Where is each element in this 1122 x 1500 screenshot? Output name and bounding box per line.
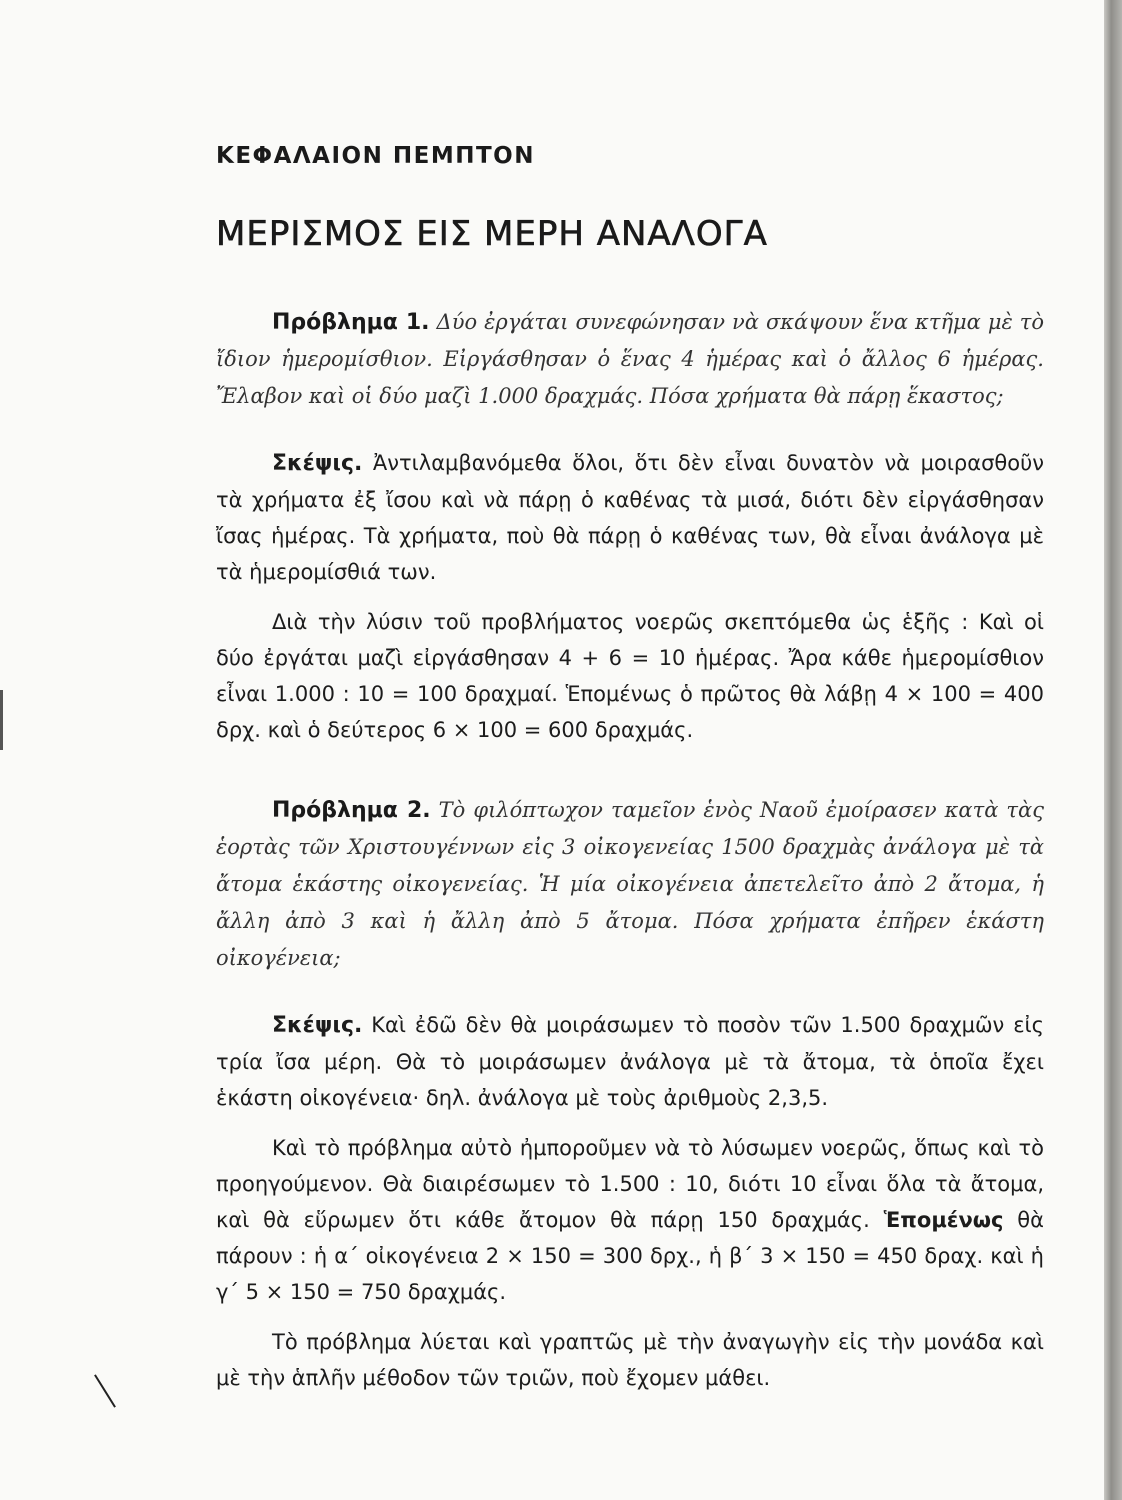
closing-paragraph: Τὸ πρόβλημα λύεται καὶ γραπτῶς μὲ τὴν ἀναγωγὴν εἰς τὴν μονάδα καὶ μὲ τὴν ἁπλῆν μέθοδον τῶν τριῶν, ποὺ ἔχομεν μάθει. <box>216 1330 1044 1390</box>
problem-2-text: Τὸ φιλόπτωχον ταμεῖον ἑνὸς Ναοῦ ἐμοίρασεν κατὰ τὰς ἑορτὰς τῶν Χριστουγέννων εἰς 3 οἰκογενείας 1500 δραχμὰς ἀνάλογα μὲ τὰ ἄτομα ἑκάστης οἰκογενείας. Ἡ μία οἰκογένεια ἀπετελεῖτο ἀπὸ 2 ἄτομα, ἡ ἄλλη ἀπὸ 3 καὶ ἡ ἄλλη ἀπὸ 5 ἄτομα. Πόσα χρήματα ἐπῆρεν ἑκάστη οἰκογένεια; <box>216 798 1044 970</box>
thought-1 <box>216 445 1044 590</box>
stray-pen-mark <box>94 1374 116 1407</box>
thought-2-text: Καὶ ἐδῶ δὲν θὰ μοιράσωμεν τὸ ποσὸν τῶν 1.500 δραχμῶν εἰς τρία ἴσα μέρη. Θὰ τὸ μοιράσωμεν ἀνάλογα μὲ τὰ ἄτομα, τὰ ὁποῖα ἔχει ἑκάστη οἰκογένεια· δηλ. ἀνάλογα μὲ τοὺς ἀριθμοὺς 2,3,5. <box>216 1013 1044 1110</box>
thought-1-text: Ἀντιλαμβανόμεθα ὅλοι, ὅτι δὲν εἶναι δυνατὸν νὰ μοιρασθοῦν τὰ χρήματα ἐξ ἴσου καὶ νὰ πάρῃ ὁ καθένας τὰ μισά, διότι δὲν εἰργάσθησαν ἴσας ἡμέρας. Τὰ χρήματα, ποὺ θὰ πάρῃ ὁ καθένας των, θὰ εἶναι ἀνάλογα μὲ τὰ ἡμερομίσθιά των. <box>216 451 1044 584</box>
problem-2-label: Πρόβλημα 2. <box>272 798 431 823</box>
chapter-title: ΜΕΡΙΣΜΟΣ ΕΙΣ ΜΕΡΗ ΑΝΑΛΟΓΑ <box>216 214 768 254</box>
thought-2-label: Σκέψις. <box>272 1013 363 1038</box>
thought-2 <box>216 1007 1044 1116</box>
thought-1-label: Σκέψις. <box>272 451 363 476</box>
problem-1 <box>216 304 1044 415</box>
scan-edge-mark <box>0 690 3 750</box>
solution-2-text: Καὶ τὸ πρόβλημα αὐτὸ ἠμποροῦμεν νὰ τὸ λύσωμεν νοερῶς, ὅπως καὶ τὸ προηγούμενον. Θὰ διαιρέσωμεν τὸ 1.500 : 10, διότι 10 εἶναι ὅλα τὰ ἄτομα, καὶ θὰ εὕρωμεν ὅτι κάθε ἄτομον θὰ πάρῃ 150 δραχμάς. <box>216 1136 1044 1232</box>
problem-1-label: Πρόβλημα 1. <box>272 310 430 335</box>
solution-2 <box>216 1130 1044 1310</box>
chapter-label: ΚΕΦΑΛΑΙΟΝ ΠΕΜΠΤΟΝ <box>216 143 535 169</box>
book-spine-shadow <box>1104 0 1122 1500</box>
solution-1: Διὰ τὴν λύσιν τοῦ προβλήματος νοερῶς σκεπτόμεθα ὡς ἑξῆς : Καὶ οἱ δύο ἐργάται μαζὶ εἰργάσθησαν 4 + 6 = 10 ἡμέρας. Ἄρα κάθε ἡμερομίσθιον εἶναι 1.000 : 10 = 100 δραχμαί. Ἑπομένως ὁ πρῶτος θὰ λάβῃ 4 × 100 = 400 δρχ. καὶ ὁ δεύτερος 6 × 100 = 600 δραχμάς. <box>216 610 1044 742</box>
solution-2-text-after: θὰ πάρουν : ἡ α΄ οἰκογένεια 2 × 150 = 300 δρχ., ἡ β΄ 3 × 150 = 450 δραχ. καὶ ἡ γ΄ 5 × 150 = 750 δραχμάς. <box>216 1208 1044 1304</box>
problem-1-text: Δύο ἐργάται συνεφώνησαν νὰ σκάψουν ἕνα κτῆμα μὲ τὸ ἴδιον ἡμερομίσθιον. Εἰργάσθησαν ὁ ἕνας 4 ἡμέρας καὶ ὁ ἄλλος 6 ἡμέρας. Ἔλαβον καὶ οἱ δύο μαζὶ 1.000 δραχμάς. Πόσα χρήματα θὰ πάρῃ ἕκαστος; <box>216 310 1044 408</box>
page-content <box>216 140 1044 1396</box>
solution-2-lead-bold: Ἑπομένως <box>883 1208 1004 1232</box>
problem-2 <box>216 792 1044 977</box>
